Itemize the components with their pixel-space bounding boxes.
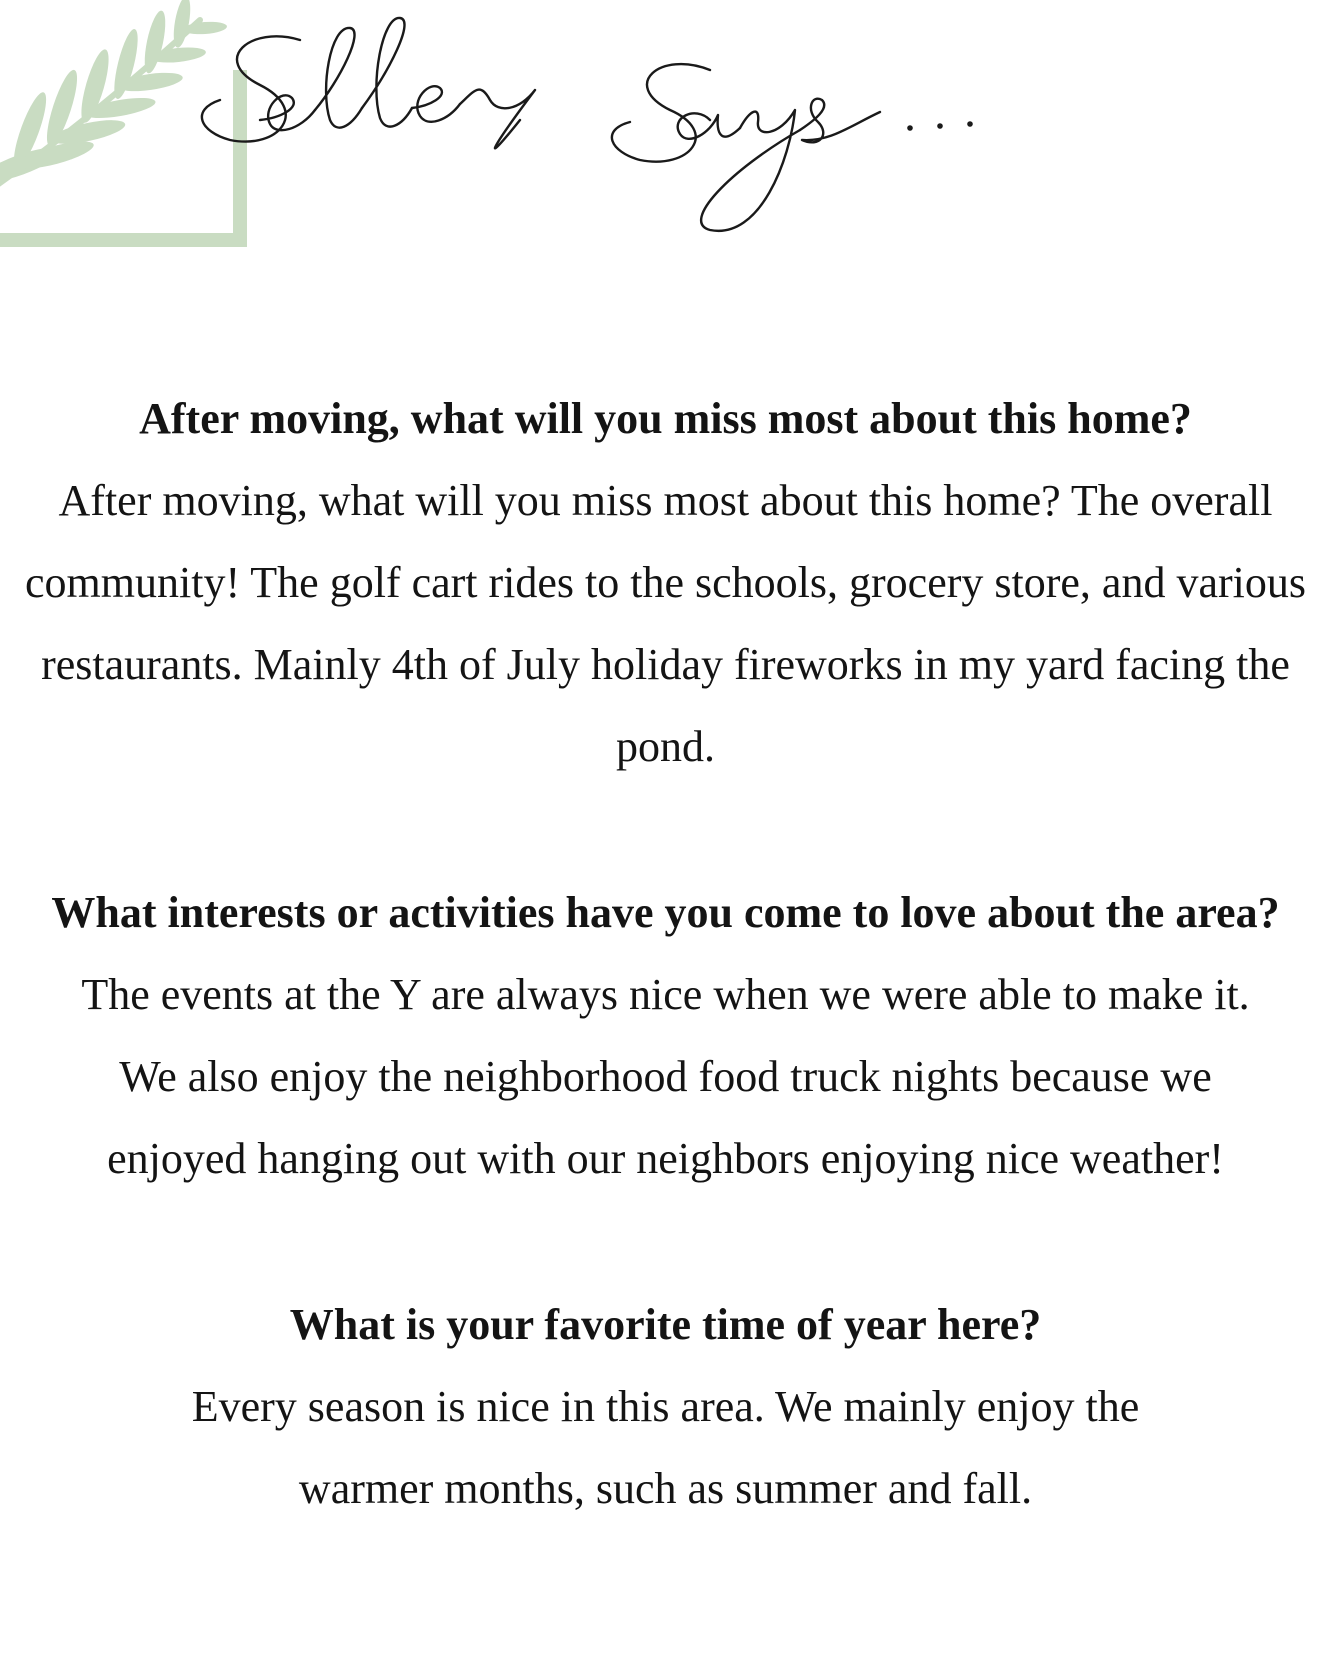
page-title <box>190 0 1070 250</box>
answer-text: After moving, what will you miss most about this home? The overall community! The golf cart rides to the schools, grocery store, and various restaurants. Mainly 4th of July holiday fireworks in my yard facing the pond. <box>25 476 1306 771</box>
qa-section <box>0 378 1331 1614</box>
answer-text: Every season is nice in this area. We mainly enjoy the warmer months, such as summer and fall. <box>191 1382 1140 1513</box>
question-heading: After moving, what will you miss most about this home? <box>139 394 1192 443</box>
qa-item <box>0 378 1331 788</box>
qa-item <box>0 1284 1331 1530</box>
qa-item <box>0 872 1331 1200</box>
question-heading: What interests or activities have you come to love about the area? <box>51 888 1280 937</box>
answer-text: The events at the Y are always nice when we were able to make it. We also enjoy the neighborhood food truck nights because we enjoyed hanging out with our neighbors enjoying nice weather! <box>81 970 1250 1183</box>
question-heading: What is your favorite time of year here? <box>289 1300 1042 1349</box>
